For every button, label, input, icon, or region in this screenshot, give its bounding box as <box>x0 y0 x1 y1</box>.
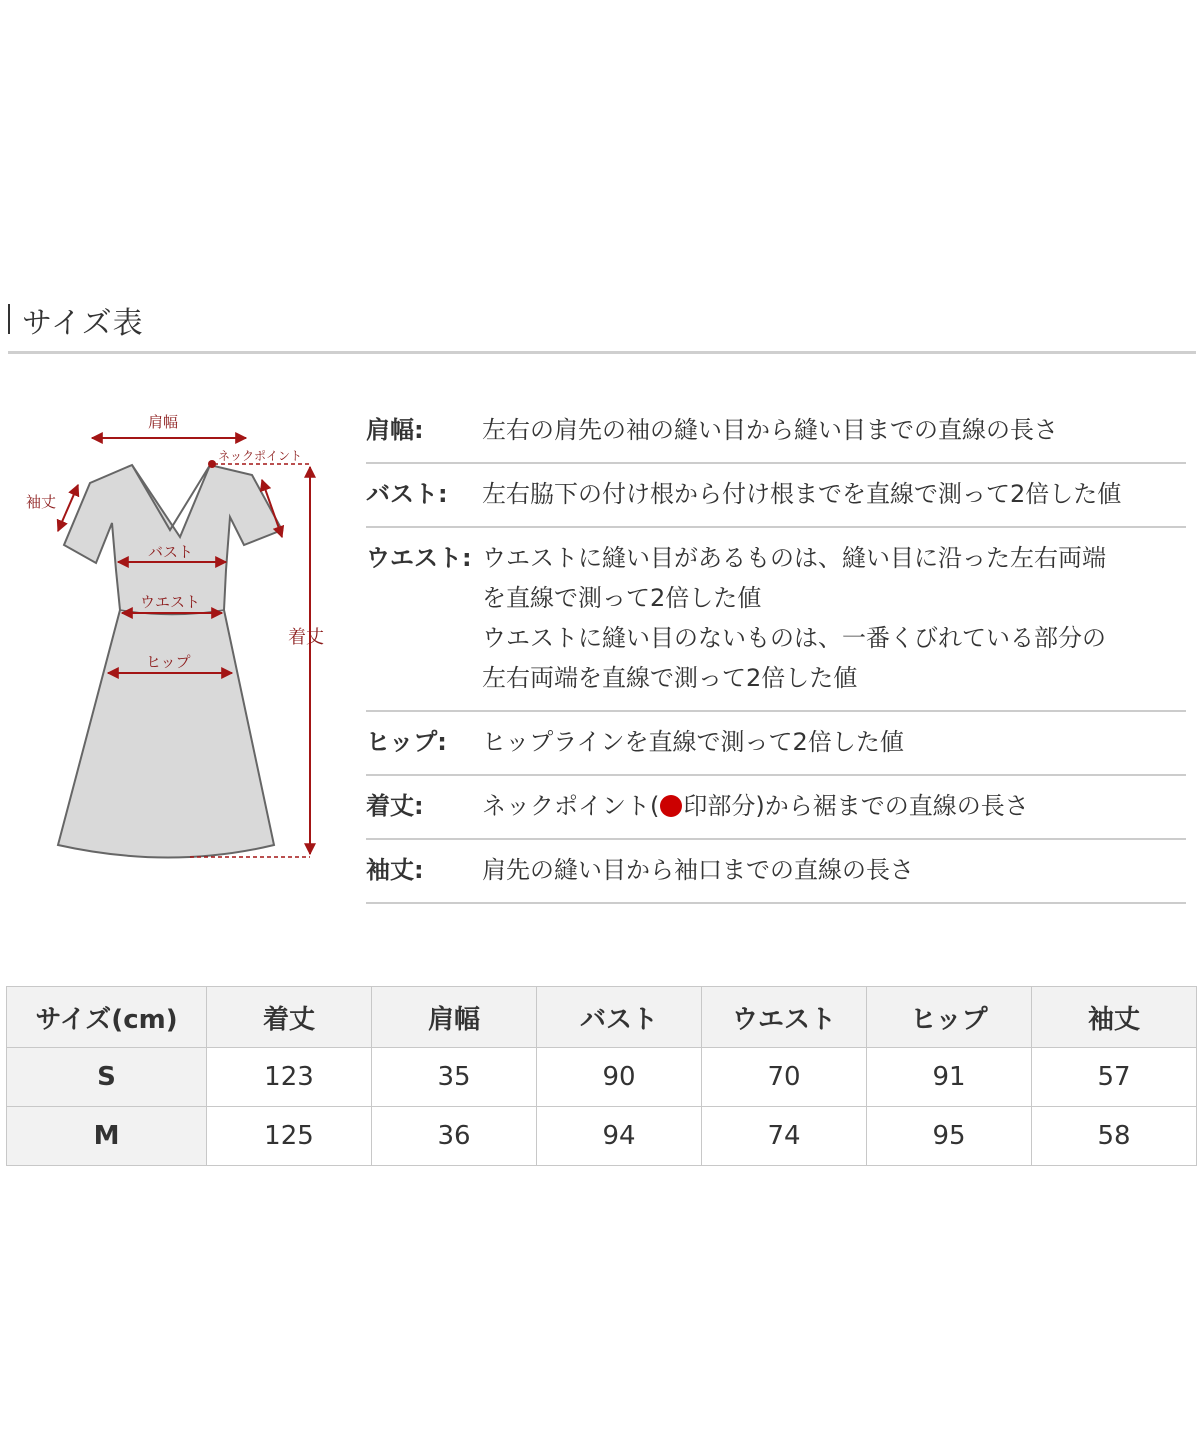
definition-text <box>482 538 1186 698</box>
measurement-definitions <box>366 400 1186 904</box>
table-cell: 58 <box>1032 1107 1197 1166</box>
diagram-label-length: 着丈 <box>288 627 324 648</box>
definition-line: ウエストに縫い目があるものは、縫い目に沿った左右両端 <box>482 544 1106 572</box>
table-row <box>7 1048 1197 1107</box>
table-header-cell: 着丈 <box>207 987 372 1048</box>
definition-bust <box>366 464 1186 528</box>
definition-sleeve <box>366 840 1186 904</box>
table-cell: 95 <box>867 1107 1032 1166</box>
table-cell: 74 <box>702 1107 867 1166</box>
table-cell: 123 <box>207 1048 372 1107</box>
definition-term: 肩幅: <box>366 416 424 444</box>
table-cell: 57 <box>1032 1048 1197 1107</box>
table-cell: 91 <box>867 1048 1032 1107</box>
definition-text <box>482 850 1186 890</box>
table-header-cell: サイズ(cm) <box>7 987 207 1048</box>
definition-text <box>482 474 1186 514</box>
table-header-cell: 肩幅 <box>372 987 537 1048</box>
table-header-cell: ウエスト <box>702 987 867 1048</box>
table-cell: 70 <box>702 1048 867 1107</box>
table-cell-size: M <box>7 1107 207 1166</box>
definition-line <box>482 786 1186 826</box>
header-accent-bar <box>8 304 10 334</box>
table-cell-size: S <box>7 1048 207 1107</box>
garment-diagram <box>20 405 350 875</box>
definition-line: ウエストに縫い目のないものは、一番くびれている部分の <box>482 624 1106 652</box>
table-cell: 35 <box>372 1048 537 1107</box>
table-cell: 94 <box>537 1107 702 1166</box>
definition-length <box>366 776 1186 840</box>
table-cell: 90 <box>537 1048 702 1107</box>
table-header-cell: 袖丈 <box>1032 987 1197 1048</box>
red-dot-icon <box>660 795 682 817</box>
definition-hip <box>366 712 1186 776</box>
diagram-label-bust: バスト <box>148 543 194 561</box>
definition-line: 左右両端を直線で測って2倍した値 <box>482 664 858 692</box>
definition-text-before-dot: ネックポイント( <box>482 792 660 820</box>
diagram-label-shoulder: 肩幅 <box>148 413 179 431</box>
table-row <box>7 1107 1197 1166</box>
definition-term: 着丈: <box>366 792 424 820</box>
table-header-cell: ヒップ <box>867 987 1032 1048</box>
definition-term: 袖丈: <box>366 856 424 884</box>
definition-text-after-dot: 印部分)から裾までの直線の長さ <box>683 792 1029 820</box>
definition-text <box>482 410 1186 450</box>
definition-text <box>482 786 1186 826</box>
table-header-row <box>7 987 1197 1048</box>
definition-line: ヒップラインを直線で測って2倍した値 <box>482 728 904 756</box>
diagram-label-sleeve: 袖丈 <box>26 493 57 511</box>
definition-line: を直線で測って2倍した値 <box>482 584 762 612</box>
definition-text <box>482 722 1186 762</box>
diagram-label-waist: ウエスト <box>140 593 201 611</box>
section-header <box>8 296 1196 354</box>
table-header-cell: バスト <box>537 987 702 1048</box>
diagram-label-neck-point: ネックポイント <box>218 449 303 463</box>
definition-term: ヒップ: <box>366 728 447 756</box>
table-cell: 36 <box>372 1107 537 1166</box>
section-title: サイズ表 <box>22 306 144 341</box>
definition-line: 左右の肩先の袖の縫い目から縫い目までの直線の長さ <box>482 416 1058 444</box>
definition-shoulder <box>366 400 1186 464</box>
size-table <box>6 986 1197 1166</box>
definition-waist <box>366 528 1186 712</box>
diagram-label-hip: ヒップ <box>146 653 191 671</box>
definition-line: 肩先の縫い目から袖口までの直線の長さ <box>482 856 914 884</box>
definition-term: ウエスト: <box>366 544 472 572</box>
definition-line: 左右脇下の付け根から付け根までを直線で測って2倍した値 <box>482 480 1122 508</box>
table-cell: 125 <box>207 1107 372 1166</box>
definition-term: バスト: <box>366 480 448 508</box>
